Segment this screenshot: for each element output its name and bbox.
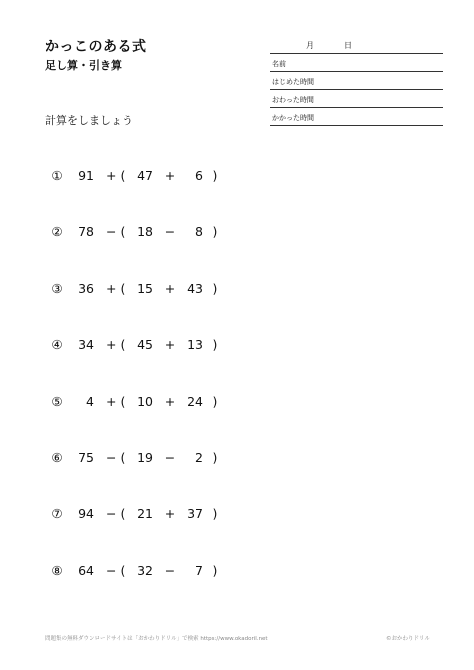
operand-c: 2	[195, 450, 203, 465]
problem-5	[0, 394, 474, 412]
name-row	[270, 54, 443, 72]
right-paren: )	[212, 563, 218, 578]
problem-8	[0, 563, 474, 581]
operand-c: 13	[187, 337, 203, 352]
left-paren: (	[120, 394, 126, 409]
operand-a: 78	[78, 224, 94, 239]
operand-b: 45	[137, 337, 153, 352]
day-label: 日	[344, 41, 352, 50]
operand-b: 18	[137, 224, 153, 239]
operator-1: +	[106, 394, 117, 409]
left-paren: (	[120, 563, 126, 578]
operator-1: −	[106, 450, 117, 465]
copyright-text: ©おかわりドリル	[385, 636, 430, 642]
problem-4	[0, 337, 474, 355]
operator-2: −	[164, 450, 176, 465]
worksheet-title: かっこのある式	[45, 39, 147, 55]
operand-a: 91	[78, 168, 94, 183]
problem-number: ②	[51, 224, 63, 239]
operator-2: −	[164, 563, 176, 578]
left-paren: (	[120, 281, 126, 296]
operand-a: 94	[78, 506, 94, 521]
month-label: 月	[306, 41, 314, 50]
problem-number: ⑧	[51, 563, 63, 578]
operand-c: 8	[195, 224, 203, 239]
problem-number: ①	[51, 168, 63, 183]
left-paren: (	[120, 450, 126, 465]
right-paren: )	[212, 281, 218, 296]
start-time-row	[270, 72, 443, 90]
operand-a: 34	[78, 337, 94, 352]
operator-2: +	[164, 506, 176, 521]
operator-2: +	[164, 337, 176, 352]
operator-2: +	[164, 281, 176, 296]
operand-b: 32	[137, 563, 153, 578]
right-paren: )	[212, 168, 218, 183]
end-time-label: おわった時間	[272, 96, 314, 104]
operand-c: 24	[187, 394, 203, 409]
info-box	[270, 37, 443, 126]
operand-a: 36	[78, 281, 94, 296]
date-row	[270, 37, 443, 54]
problem-number: ⑤	[51, 394, 63, 409]
problem-number: ⑦	[51, 506, 63, 521]
problem-6	[0, 450, 474, 468]
worksheet-subtitle: 足し算・引き算	[45, 59, 122, 72]
operand-a: 64	[78, 563, 94, 578]
operand-c: 7	[195, 563, 203, 578]
operand-b: 10	[137, 394, 153, 409]
left-paren: (	[120, 506, 126, 521]
operand-b: 47	[137, 168, 153, 183]
elapsed-time-row	[270, 108, 443, 126]
left-paren: (	[120, 224, 126, 239]
right-paren: )	[212, 394, 218, 409]
problem-number: ④	[51, 337, 63, 352]
right-paren: )	[212, 224, 218, 239]
operand-b: 19	[137, 450, 153, 465]
right-paren: )	[212, 506, 218, 521]
operand-a: 75	[78, 450, 94, 465]
end-time-row	[270, 90, 443, 108]
problem-7	[0, 506, 474, 524]
operator-1: +	[106, 281, 117, 296]
operator-1: −	[106, 563, 117, 578]
operator-1: +	[106, 168, 117, 183]
problem-number: ③	[51, 281, 63, 296]
operand-b: 21	[137, 506, 153, 521]
problem-number: ⑥	[51, 450, 63, 465]
right-paren: )	[212, 450, 218, 465]
left-paren: (	[120, 168, 126, 183]
start-time-label: はじめた時間	[272, 78, 314, 86]
left-paren: (	[120, 337, 126, 352]
operand-c: 37	[187, 506, 203, 521]
operand-c: 43	[187, 281, 203, 296]
operand-a: 4	[86, 394, 94, 409]
problem-3	[0, 281, 474, 299]
operator-2: +	[164, 394, 176, 409]
right-paren: )	[212, 337, 218, 352]
operator-2: −	[164, 224, 176, 239]
operand-c: 6	[195, 168, 203, 183]
operator-1: −	[106, 506, 117, 521]
problem-2	[0, 224, 474, 242]
elapsed-time-label: かかった時間	[272, 114, 314, 122]
operator-1: −	[106, 224, 117, 239]
problem-1	[0, 168, 474, 186]
instruction-text: 計算をしましょう	[45, 114, 133, 127]
operator-2: +	[164, 168, 176, 183]
operand-b: 15	[137, 281, 153, 296]
operator-1: +	[106, 337, 117, 352]
footer-text: 問題集の無料ダウンロードサイトは「おかわりドリル」で検索 https://www.okadoril.net	[45, 636, 268, 642]
name-label: 名前	[272, 60, 286, 68]
